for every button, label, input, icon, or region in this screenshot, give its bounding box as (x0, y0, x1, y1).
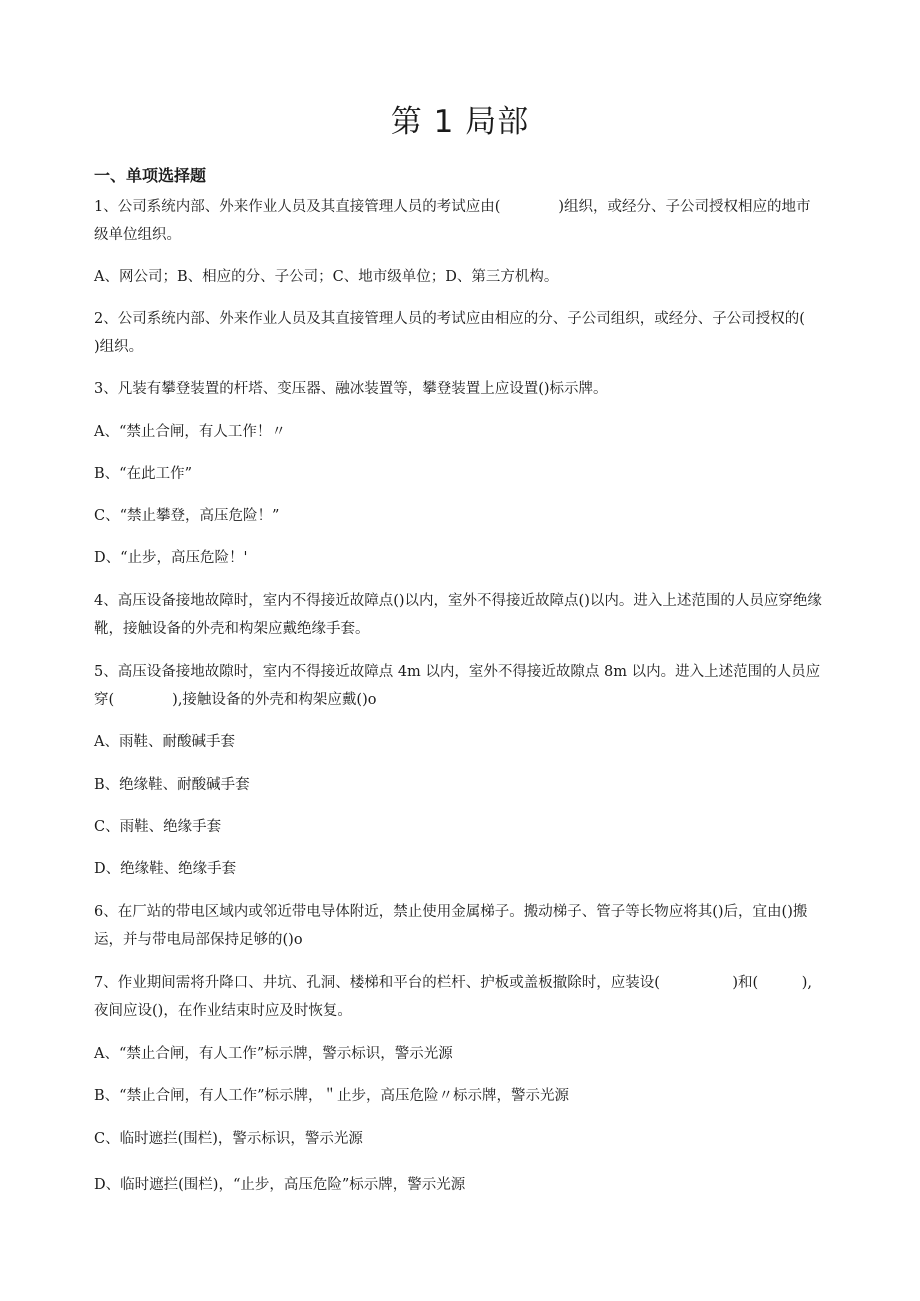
question-7-option-a: A、“禁止合闸，有人工作”标示牌，警示标识，警示光源 (94, 1046, 453, 1062)
question-6: 6、在厂站的带电区域内或邻近带电导体附近，禁止使用金属梯子。搬动梯子、管子等长物应将其()后，宜由()搬运，并与带电局部保持足够的()o (94, 904, 808, 948)
section-heading: 一、单项选择题 (94, 166, 207, 185)
question-1: 1、公司系统内部、外来作业人员及其直接管理人员的考试应由( )组织，或经分、子公司授权相应的地市级单位组织。 (94, 199, 811, 243)
question-5-option-a: A、雨鞋、耐酸碱手套 (94, 734, 235, 750)
question-7: 7、作业期间需将升降口、井坑、孔洞、楼梯和平台的栏杆、护板或盖板撤除时，应装设( )和( ),夜间应设()，在作业结束时应及时恢复。 (94, 975, 812, 1019)
question-2: 2、公司系统内部、外来作业人员及其直接管理人员的考试应由相应的分、子公司组织，或经分、子公司授权的( )组织。 (94, 311, 878, 355)
question-3-option-d: D、“止步，高压危险！' (94, 550, 248, 566)
question-5-option-d: D、绝缘鞋、绝缘手套 (94, 861, 237, 877)
question-5: 5、高压设备接地故隙时，室内不得接近故障点 4m 以内，室外不得接近故隙点 8m 以内。进入上述范围的人员应穿( ),接触设备的外壳和构架应戴()o (94, 664, 821, 708)
question-3-option-c: C、“禁止攀登，高压危险！” (94, 508, 280, 524)
question-4: 4、高压设备接地故障时，室内不得接近故障点()以内，室外不得接近故障点()以内。进入上述范围的人员应穿绝缘靴，接触设备的外壳和构架应戴绝缘手套。 (94, 593, 822, 637)
question-7-option-c: C、临时遮拦(围栏)，警示标识，警示光源 (94, 1131, 363, 1147)
question-7-option-b: B、“禁止合闸，有人工作”标示牌，＂止步，高压危险〃标示牌，警示光源 (94, 1088, 569, 1104)
question-3-option-b: B、“在此工作” (94, 466, 192, 482)
question-5-option-c: C、雨鞋、绝缘手套 (94, 819, 222, 835)
question-7-option-d: D、临时遮拦(围栏)，“止步，高压危险”标示牌，警示光源 (94, 1177, 466, 1193)
question-3-option-a: A、“禁止合闸，有人工作！〃 (94, 424, 286, 440)
page-title: 第 1 局部 (390, 104, 530, 140)
question-5-option-b: B、绝缘鞋、耐酸碱手套 (94, 777, 250, 793)
question-3: 3、凡装有攀登装置的杆塔、变压器、融冰装置等，攀登装置上应设置()标示牌。 (94, 381, 608, 397)
question-1-options: A、网公司；B、相应的分、子公司；C、地市级单位；D、第三方机构。 (94, 269, 559, 285)
